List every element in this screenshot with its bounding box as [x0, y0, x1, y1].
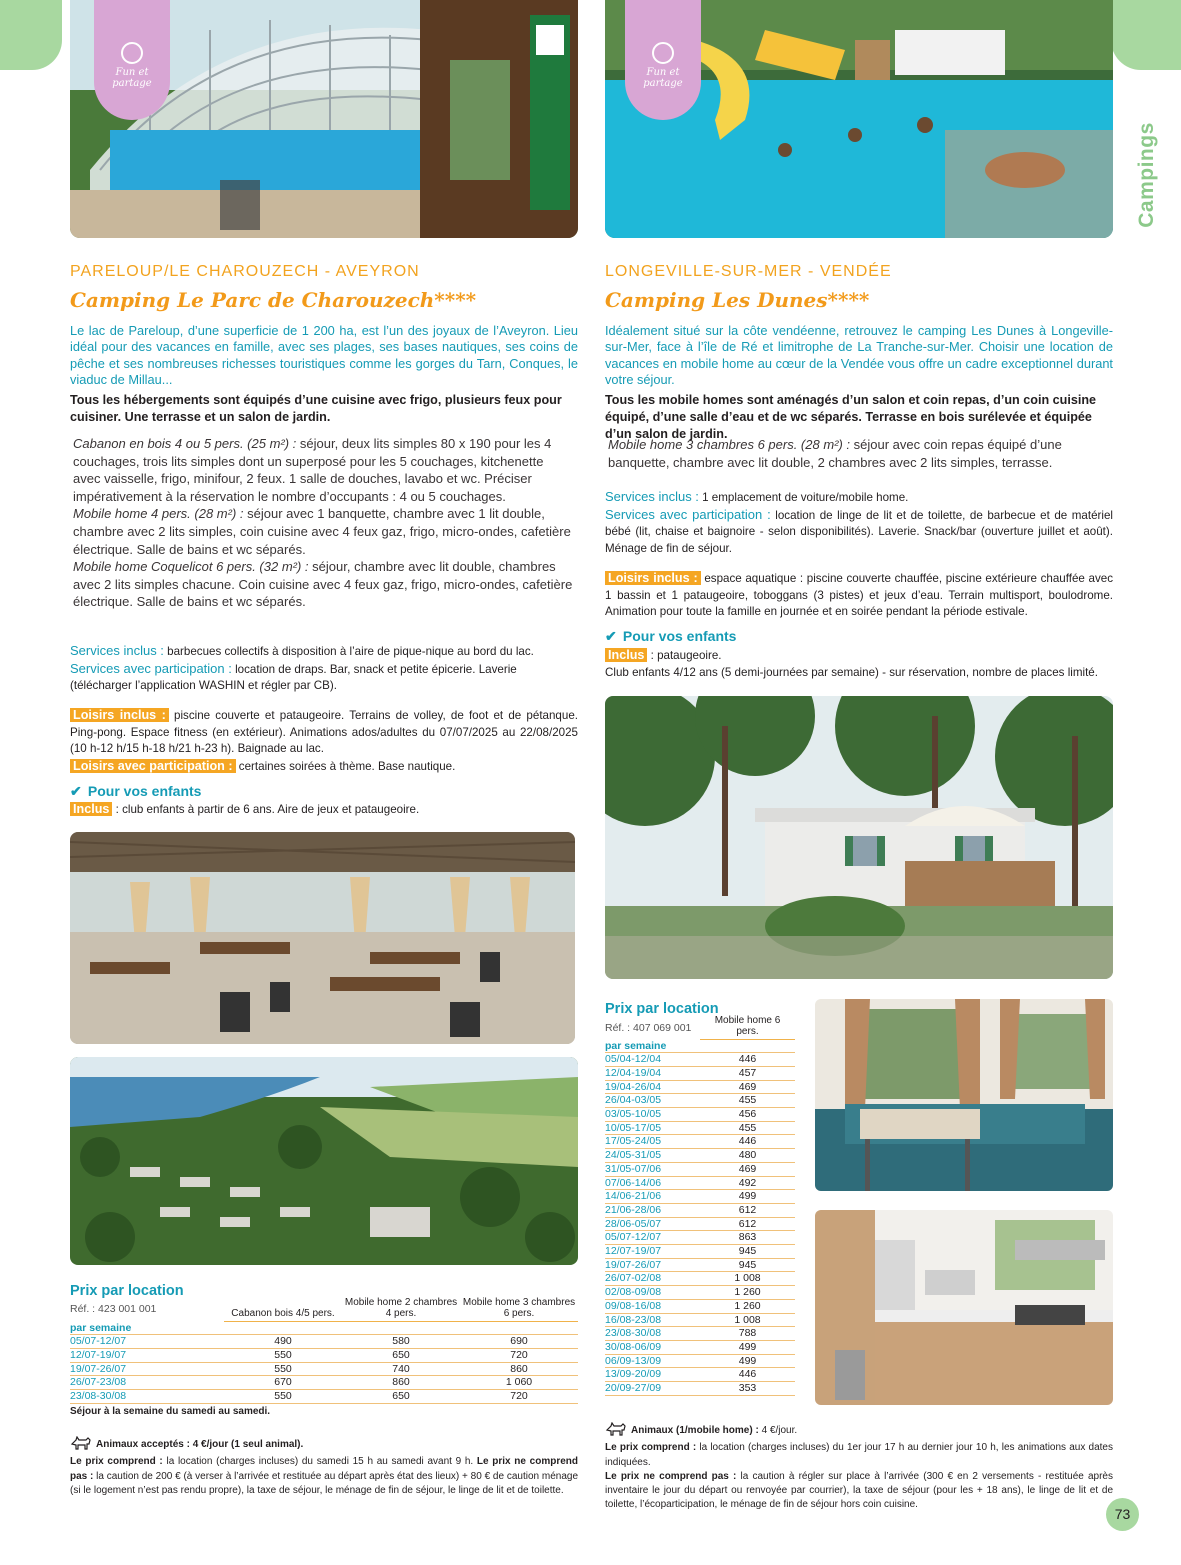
- region-left: PARELOUP/LE CHAROUZECH - AVEYRON: [70, 263, 420, 280]
- price-cell: 550: [224, 1390, 342, 1404]
- photo-mobile-home-exterior: [605, 696, 1113, 979]
- price-title-left: Prix par location: [70, 1283, 184, 1299]
- price-cell: 690: [460, 1335, 578, 1349]
- loisirs-left: Loisirs inclus : piscine couverte et pataugeoire. Terrains de volley, de foot et de pétanque. Ping-pong. Espace fitness (en extérieur). Animations ados/adultes du 07/07/2025 au 22/08/2025 (10 h-12 h/15 h-18 h/21 h-23 h). Baignade au lac. Loisirs avec participation : certaines soirées à thème. Base nautique.: [70, 708, 578, 773]
- date-cell: 05/04-12/04: [605, 1053, 700, 1067]
- price-cell: 446: [700, 1135, 795, 1149]
- smile-icon: [121, 42, 143, 64]
- price-cell: 480: [700, 1149, 795, 1163]
- table-row: [605, 1258, 795, 1272]
- date-cell: 12/04-19/04: [605, 1066, 700, 1080]
- footer-left: Animaux acceptés : 4 €/jour (1 seul animal). Le prix comprend : la location (charges incluses) du samedi 15 h au samedi avant 9 h. Le prix ne comprend pas : la caution de 200 € (à verser à l’arrivée et restituée au départ après état des lieux) + 80 € de caution ménage (si le logement n’est pas rendu propre), la taxe de séjour, le ménage de fin de séjour, le linge de lit et de toilette.: [70, 1436, 578, 1498]
- footer-right: Animaux (1/mobile home) : 4 €/jour. Le prix comprend : la location (charges incluses) du 1er jour 17 h au dernier jour 10 h, les animations aux dates indiquées. Le prix ne comprend pas : la caution à régler sur place à l’arrivée (300 € en 2 versements - restituée après inventaire le jour du départ ou renvoyée par courrier), la taxe de séjour (pour les + 18 ans), le linge de lit et de toilette, l’écoparticipation, le ménage de fin de séjour hors coin cuisine.: [605, 1422, 1113, 1513]
- date-cell: 19/07-26/07: [605, 1258, 700, 1272]
- price-cell: 492: [700, 1176, 795, 1190]
- price-cell: 945: [700, 1258, 795, 1272]
- table-row: [605, 1094, 795, 1108]
- table-row: [70, 1335, 578, 1349]
- price-cell: 650: [342, 1390, 460, 1404]
- camping-title-left: Camping Le Parc de Charouzech****: [70, 288, 477, 312]
- price-cell: 670: [224, 1376, 342, 1390]
- date-cell: 20/09-27/09: [605, 1382, 700, 1396]
- smile-icon: [652, 42, 674, 64]
- price-cell: 456: [700, 1108, 795, 1122]
- table-row: [605, 1053, 795, 1067]
- table-row: [605, 1149, 795, 1163]
- price-cell: 550: [224, 1362, 342, 1376]
- price-cell: 612: [700, 1203, 795, 1217]
- date-cell: 28/06-05/07: [605, 1217, 700, 1231]
- price-cell: 720: [460, 1348, 578, 1362]
- date-cell: 19/04-26/04: [605, 1080, 700, 1094]
- loisirs-right: Loisirs inclus : espace aquatique : piscine couverte chauffée, piscine extérieure chauffée avec 1 bassin et 1 pataugeoire, toboggans (3 pistes) et jeux d’eau. Terrain multisport, boulodrome. Animation pour toute la famille en journée et en soirée pendant la période estivale.: [605, 571, 1113, 618]
- fun-badge-right: Fun et partage: [625, 0, 701, 120]
- price-title-right: Prix par location: [605, 1001, 719, 1017]
- date-cell: 23/08-30/08: [605, 1327, 700, 1341]
- services-right: Services inclus : 1 emplacement de voiture/mobile home. Services avec participation : location de linge de lit et de toilette, de barbecue et de matériel bébé (lit, chaise et baignoire - selon disponibilités). Laverie. Snack/bar (ouverture juillet et août). Ménage de fin de séjour.: [605, 489, 1113, 555]
- corner-decoration-left: [0, 0, 62, 70]
- date-cell: 26/04-03/05: [605, 1094, 700, 1108]
- accommodations-left: Cabanon en bois 4 ou 5 pers. (25 m²) : séjour, deux lits simples 80 x 190 pour les 4 couchages, trois lits simples dont un superposé pour les 5 couchages, kitchenette avec vaisselle, frigo, minifour, 2 feux. 1 salle de douches, lavabo et wc. Préciser impérativement à la réservation le nombre d’occupants : 4 ou 5 couchages. Mobile home 4 pers. (28 m²) : séjour avec 1 banquette, chambre avec 1 lit double, chambre avec 2 lits simples, coin cuisine avec 4 feux gaz, frigo, micro-ondes, cafetière électrique. Salle de bains et wc séparés. Mobile home Coquelicot 6 pers. (32 m²) : séjour, chambre avec lit double, chambres avec 2 lits simples chacune. Coin cuisine avec 4 feux gaz, frigo, micro-ondes, cafetière électrique. Salle de bains et wc séparés.: [73, 436, 573, 610]
- section-tab: Campings: [1135, 122, 1158, 228]
- date-cell: 26/07-02/08: [605, 1272, 700, 1286]
- price-cell: 1 260: [700, 1299, 795, 1313]
- price-cell: 612: [700, 1217, 795, 1231]
- price-cell: 580: [342, 1335, 460, 1349]
- intro-right: Idéalement situé sur la côte vendéenne, retrouvez le camping Les Dunes à Longeville-sur-Mer, face à l’île de Ré et limitrophe de La Tranche-sur-Mer. Choisir une location de vacances en mobile home au cœur de la Vendée vous offre un cadre exceptionnel durant votre séjour.: [605, 323, 1113, 388]
- price-cell: 499: [700, 1340, 795, 1354]
- date-cell: 26/07-23/08: [70, 1376, 224, 1390]
- date-cell: 24/05-31/05: [605, 1149, 700, 1163]
- table-row: [605, 1108, 795, 1122]
- dog-icon: [605, 1422, 627, 1441]
- table-row: [605, 1080, 795, 1094]
- price-cell: 1 260: [700, 1286, 795, 1300]
- price-cell: 353: [700, 1382, 795, 1396]
- table-row: [605, 1066, 795, 1080]
- table-row: [605, 1190, 795, 1204]
- region-right: LONGEVILLE-SUR-MER - VENDÉE: [605, 263, 892, 280]
- table-row: [605, 1176, 795, 1190]
- table-row: [605, 1354, 795, 1368]
- kids-heading-right: ✔ Pour vos enfants: [605, 628, 737, 644]
- date-cell: 31/05-07/06: [605, 1162, 700, 1176]
- reference-left: Réf. : 423 001 001: [70, 1303, 157, 1315]
- price-cell: 650: [342, 1348, 460, 1362]
- price-cell: 469: [700, 1080, 795, 1094]
- price-cell: 550: [224, 1348, 342, 1362]
- table-row: [70, 1390, 578, 1404]
- kids-heading-left: ✔ Pour vos enfants: [70, 783, 202, 799]
- table-row: [605, 1121, 795, 1135]
- table-row: [605, 1340, 795, 1354]
- date-cell: 07/06-14/06: [605, 1176, 700, 1190]
- table-row: [605, 1272, 795, 1286]
- table-row: [605, 1135, 795, 1149]
- fun-badge-left: Fun et partage: [94, 0, 170, 120]
- photo-restaurant-terrace: [70, 832, 575, 1044]
- corner-decoration-right: [1111, 0, 1181, 70]
- price-cell: 740: [342, 1362, 460, 1376]
- date-cell: 30/08-06/09: [605, 1340, 700, 1354]
- intro-left: Le lac de Pareloup, d’une superficie de 1 200 ha, est l’un des joyaux de l’Aveyron. Lieu idéal pour des vacances en famille, avec ses plages, ses bases nautiques, ses coins de pêche et ses nombreuses richesses touristiques comme les gorges du Tarn, Conques, le viaduc de Millau...: [70, 323, 578, 388]
- price-cell: 490: [224, 1335, 342, 1349]
- camping-title-right: Camping Les Dunes****: [605, 288, 870, 312]
- table-row: [605, 1203, 795, 1217]
- reference-right: Réf. : 407 069 001: [605, 1022, 692, 1034]
- date-cell: 23/08-30/08: [70, 1390, 224, 1404]
- kids-text-left: Inclus : club enfants à partir de 6 ans. Aire de jeux et pataugeoire.: [70, 801, 578, 819]
- date-cell: 12/07-19/07: [70, 1348, 224, 1362]
- photo-living-room: [815, 999, 1113, 1191]
- dog-icon: [70, 1436, 92, 1455]
- price-cell: 499: [700, 1190, 795, 1204]
- price-cell: 457: [700, 1066, 795, 1080]
- price-cell: 469: [700, 1162, 795, 1176]
- table-row: [605, 1217, 795, 1231]
- check-icon: ✔: [70, 783, 82, 799]
- date-cell: 03/05-10/05: [605, 1108, 700, 1122]
- price-cell: 499: [700, 1354, 795, 1368]
- table-row: [70, 1348, 578, 1362]
- date-cell: 19/07-26/07: [70, 1362, 224, 1376]
- date-cell: 16/08-23/08: [605, 1313, 700, 1327]
- table-row: [70, 1376, 578, 1390]
- kids-text-right: Inclus : pataugeoire. Club enfants 4/12 ans (5 demi-journées par semaine) - sur réservation, nombre de places limité.: [605, 648, 1098, 679]
- date-cell: 13/09-20/09: [605, 1368, 700, 1382]
- date-cell: 21/06-28/06: [605, 1203, 700, 1217]
- date-cell: 17/05-24/05: [605, 1135, 700, 1149]
- price-cell: 863: [700, 1231, 795, 1245]
- price-cell: 1 008: [700, 1313, 795, 1327]
- date-cell: 05/07-12/07: [70, 1335, 224, 1349]
- table-row: [605, 1327, 795, 1341]
- price-cell: 446: [700, 1053, 795, 1067]
- services-left: Services inclus : barbecues collectifs à disposition à l’aire de pique-nique au bord du lac. Services avec participation : location de draps. Bar, snack et petite épicerie. Laverie (télécharger l’application WASHIN et régler par CB).: [70, 643, 534, 692]
- price-cell: 788: [700, 1327, 795, 1341]
- table-row: [605, 1313, 795, 1327]
- table-row: [605, 1286, 795, 1300]
- price-table-right: Mobile home 6 pers. par semaine 05/04-12/04 446 12/04-19/04 457 19/04-26/04 469 26/04-03/05 455 03/05-10/05 456 10/05-17/05 455 17/05-24/05 446 24/05-31/05 480 31/05-07/06 469 07/06-14/06 492 14/06-21/06 499 21/06-28/06 612 28/06-05/07 612 05/07-12/07 863 12/07-19/07 945 19/07-26/07 945 26/07-02/08 1 008 02/08-09/08 1 260 09/08-16/08 1 260 16/08-23/08 1 008 23/08-30/08 788 30/08-06/09 499 06/09-13/09 499 13/09-20/09 446 20/09-27/09 353: [605, 1015, 795, 1396]
- price-cell: 455: [700, 1121, 795, 1135]
- price-cell: 860: [460, 1362, 578, 1376]
- equipment-right: Tous les mobile homes sont aménagés d’un salon et coin repas, d’un coin cuisine équipé, d’une salle d’eau et de wc séparés. Terrasse en bois surélevée et équipée d’un salon de jardin.: [605, 393, 1097, 441]
- date-cell: 06/09-13/09: [605, 1354, 700, 1368]
- date-cell: 12/07-19/07: [605, 1245, 700, 1259]
- table-row: [70, 1362, 578, 1376]
- price-cell: 1 060: [460, 1376, 578, 1390]
- page-number: 73: [1106, 1498, 1139, 1531]
- stay-note: Séjour à la semaine du samedi au samedi.: [70, 1406, 271, 1417]
- date-cell: 09/08-16/08: [605, 1299, 700, 1313]
- table-row: [605, 1245, 795, 1259]
- equipment-left: Tous les hébergements sont équipés d’une cuisine avec frigo, plusieurs feux pour cuisiner. Une terrasse et un salon de jardin.: [70, 393, 562, 424]
- price-cell: 455: [700, 1094, 795, 1108]
- table-row: [605, 1162, 795, 1176]
- price-table-left: Cabanon bois 4/5 pers. Mobile home 2 chambres 4 pers. Mobile home 3 chambres 6 pers. par semaine 05/07-12/07 490 580 690 12/07-19/07 550 650 720 19/07-26/07 550 740 860 26/07-23/08 670 860 1 060 23/08-30/08 550 650 720: [70, 1297, 578, 1404]
- date-cell: 02/08-09/08: [605, 1286, 700, 1300]
- table-row: [605, 1368, 795, 1382]
- photo-aerial-lake: [70, 1057, 578, 1265]
- date-cell: 05/07-12/07: [605, 1231, 700, 1245]
- price-cell: 720: [460, 1390, 578, 1404]
- price-cell: 945: [700, 1245, 795, 1259]
- price-cell: 1 008: [700, 1272, 795, 1286]
- check-icon: ✔: [605, 628, 617, 644]
- date-cell: 10/05-17/05: [605, 1121, 700, 1135]
- table-row: [605, 1382, 795, 1396]
- price-cell: 446: [700, 1368, 795, 1382]
- accommodations-right: Mobile home 3 chambres 6 pers. (28 m²) : séjour avec coin repas équipé d’une banquette, chambre avec lit double, 2 chambres avec 2 lits simples, terrasse.: [608, 437, 1062, 470]
- table-row: [605, 1231, 795, 1245]
- price-cell: 860: [342, 1376, 460, 1390]
- date-cell: 14/06-21/06: [605, 1190, 700, 1204]
- photo-kitchen: [815, 1210, 1113, 1405]
- table-row: [605, 1299, 795, 1313]
